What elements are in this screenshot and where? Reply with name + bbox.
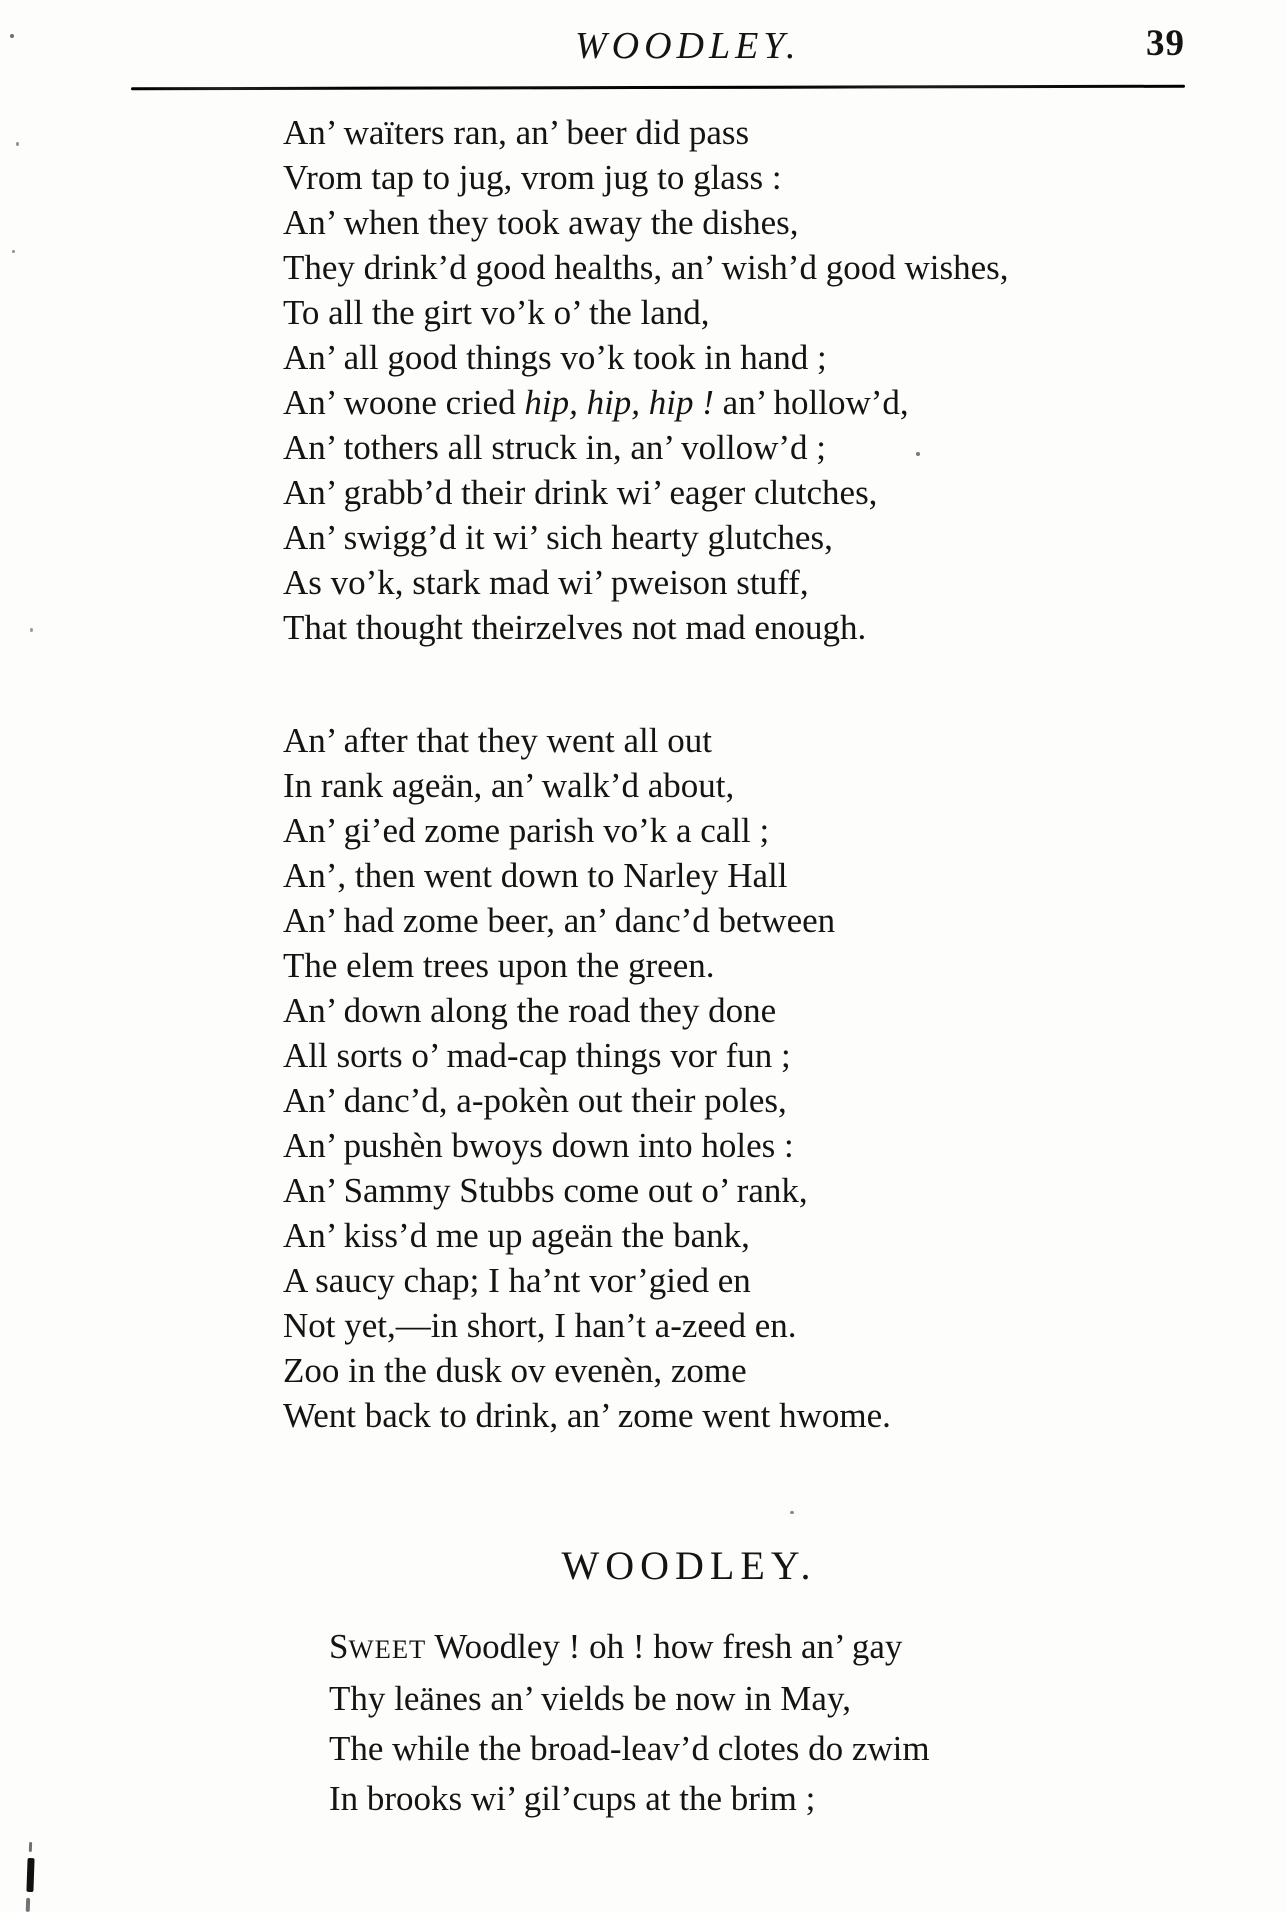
text-segment: Woodley ! oh ! how fresh an’ gay bbox=[426, 1627, 903, 1666]
text-segment: A saucy chap; I ha’nt vor’gied en bbox=[283, 1261, 751, 1300]
text-segment: An’ Sammy Stubbs come out o’ rank, bbox=[283, 1171, 808, 1210]
text-segment: An’ kiss’d me up ageän the bank, bbox=[283, 1216, 750, 1255]
text-segment: An’ all good things vo’k took in hand ; bbox=[283, 338, 827, 377]
stanza bbox=[283, 718, 891, 1438]
poem-line bbox=[283, 155, 1008, 200]
text-segment: They drink’d good healths, an’ wish’d good wishes, bbox=[283, 248, 1009, 287]
poem-line bbox=[283, 335, 1008, 380]
text-segment: Went back to drink, an’ zome went hwome. bbox=[283, 1396, 891, 1435]
italic-phrase: hip, hip, hip ! bbox=[524, 383, 714, 422]
text-segment: All sorts o’ mad-cap things vor fun ; bbox=[283, 1036, 791, 1075]
text-segment: An’ grabb’d their drink wi’ eager clutches, bbox=[283, 473, 878, 512]
poem-line bbox=[283, 988, 891, 1033]
text-segment: Thy leänes an’ vields be now in May, bbox=[329, 1679, 851, 1718]
text-segment: An’ swigg’d it wi’ sich hearty glutches, bbox=[283, 518, 833, 557]
poem-line bbox=[283, 1033, 891, 1078]
text-segment: An’ woone cried bbox=[283, 383, 525, 422]
poem-line bbox=[283, 1258, 891, 1303]
poem-line bbox=[283, 1078, 891, 1123]
poem-line bbox=[329, 1674, 930, 1724]
poem-line bbox=[283, 943, 891, 988]
text-segment: An’ danc’d, a-pokèn out their poles, bbox=[283, 1081, 787, 1120]
poem-line bbox=[283, 808, 891, 853]
poem-line bbox=[283, 853, 891, 898]
text-segment: To all the girt vo’k o’ the land, bbox=[283, 293, 710, 332]
poem-line bbox=[283, 245, 1008, 290]
poem-line bbox=[329, 1622, 930, 1674]
text-segment: An’ after that they went all out bbox=[283, 721, 712, 760]
poem-line bbox=[283, 425, 1008, 470]
poem-line bbox=[283, 560, 1008, 605]
ink-speck bbox=[10, 34, 14, 38]
poem-line bbox=[283, 290, 1008, 335]
poem-line bbox=[283, 718, 891, 763]
text-segment: Not yet,—in short, I han’t a-zeed en. bbox=[283, 1306, 797, 1345]
poem-line bbox=[283, 1303, 891, 1348]
ink-speck bbox=[16, 142, 19, 146]
stanza bbox=[283, 110, 1008, 650]
text-segment: an’ hollow’d, bbox=[713, 383, 909, 422]
text-segment: An’ pushèn bwoys down into holes : bbox=[283, 1126, 794, 1165]
ink-speck bbox=[790, 1511, 794, 1514]
text-segment: An’, then went down to Narley Hall bbox=[283, 856, 788, 895]
poem-line bbox=[283, 1123, 891, 1168]
text-segment: The elem trees upon the green. bbox=[283, 946, 715, 985]
poem-line bbox=[283, 200, 1008, 245]
text-segment: An’ when they took away the dishes, bbox=[283, 203, 799, 242]
text-segment: An’ waïters ran, an’ beer did pass bbox=[283, 113, 750, 152]
text-segment: An’ tothers all struck in, an’ vollow’d ; bbox=[283, 428, 827, 467]
running-header-title: WOODLEY. bbox=[575, 25, 801, 67]
text-segment: That thought theirzelves not mad enough. bbox=[283, 608, 867, 647]
poem-line bbox=[283, 605, 1008, 650]
ink-speck bbox=[12, 250, 15, 253]
poem-line bbox=[283, 380, 1008, 425]
stanza bbox=[329, 1622, 930, 1824]
poem-line bbox=[329, 1724, 930, 1774]
ink-speck bbox=[916, 452, 920, 456]
ink-speck bbox=[30, 628, 33, 632]
poem-line bbox=[283, 1168, 891, 1213]
poem-line bbox=[283, 763, 891, 808]
poem-line bbox=[283, 110, 1008, 155]
poem-line bbox=[283, 1348, 891, 1393]
poem-title: WOODLEY. bbox=[561, 1543, 817, 1588]
text-segment: An’ gi’ed zome parish vo’k a call ; bbox=[283, 811, 770, 850]
page-number: 39 bbox=[1146, 23, 1185, 64]
poem-line bbox=[283, 470, 1008, 515]
poem-line bbox=[283, 898, 891, 943]
ink-smudge bbox=[26, 1858, 34, 1892]
smallcaps-phrase: WEET bbox=[348, 1634, 427, 1664]
text-segment: Zoo in the dusk ov evenèn, zome bbox=[283, 1351, 747, 1390]
poem-line bbox=[283, 1213, 891, 1258]
poem-line bbox=[283, 515, 1008, 560]
text-segment: An’ had zome beer, an’ danc’d between bbox=[283, 901, 836, 940]
text-segment: The while the broad-leav’d clotes do zwim bbox=[329, 1729, 930, 1768]
text-segment: Vrom tap to jug, vrom jug to glass : bbox=[283, 158, 782, 197]
text-segment: An’ down along the road they done bbox=[283, 991, 777, 1030]
text-segment: In rank ageän, an’ walk’d about, bbox=[283, 766, 735, 805]
text-segment: S bbox=[329, 1627, 349, 1666]
poem-line bbox=[329, 1774, 930, 1824]
text-segment: As vo’k, stark mad wi’ pweison stuff, bbox=[283, 563, 809, 602]
text-segment: In brooks wi’ gil’cups at the brim ; bbox=[329, 1779, 816, 1818]
poem-line bbox=[283, 1393, 891, 1438]
